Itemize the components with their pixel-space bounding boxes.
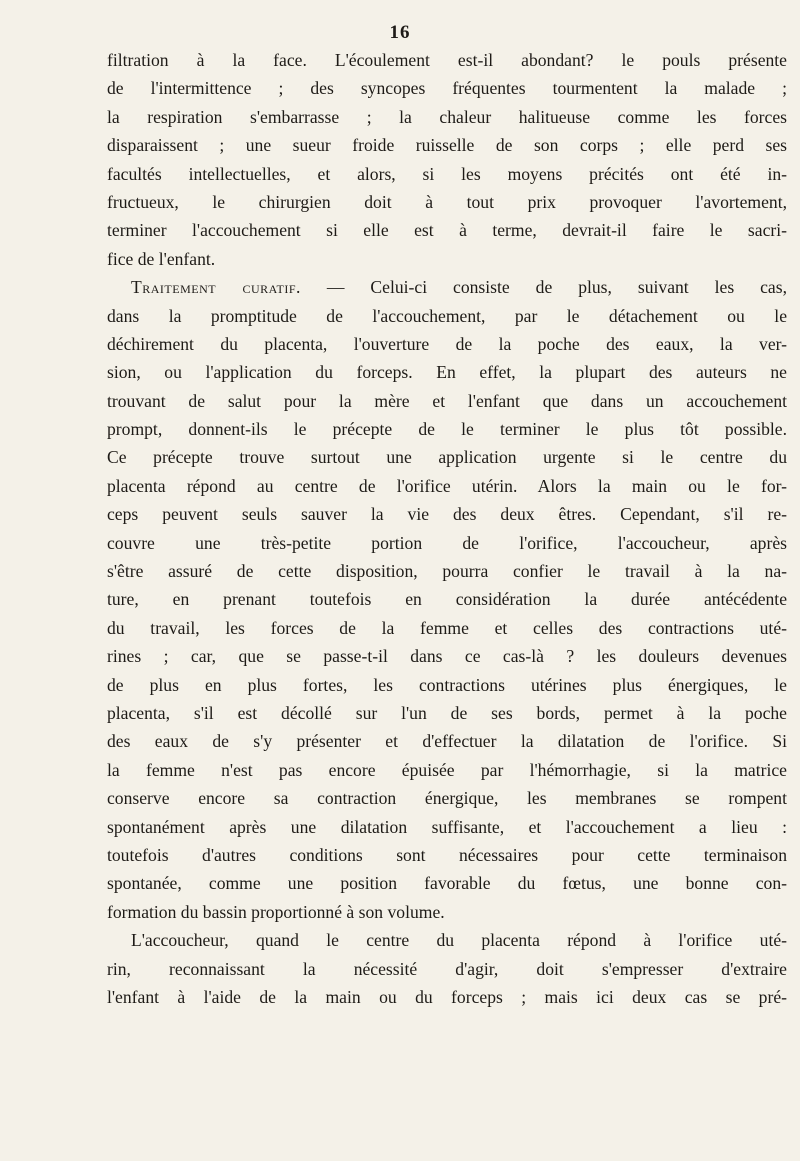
text-line: placenta répond au centre de l'orifice utérin. Alors la main ou le for-: [107, 475, 787, 496]
text-line: placenta, s'il est décollé sur l'un de ses bords, permet à la poche: [107, 702, 787, 723]
text-line: déchirement du placenta, l'ouverture de la poche des eaux, la ver-: [107, 333, 787, 354]
text-line: s'être assuré de cette disposition, pourra confier le travail à la na-: [107, 561, 787, 582]
text-line: conserve encore sa contraction énergique, les membranes se rompent: [107, 788, 787, 809]
text-line: dans la promptitude de l'accouchement, par le détachement ou le: [107, 305, 787, 326]
text-line: terminer l'accouchement si elle est à terme, devrait-il faire le sacri-: [107, 220, 787, 241]
text-line: — Celui-ci consiste de plus, suivant les cas,: [300, 277, 787, 298]
text-line: toutefois d'autres conditions sont nécessaires pour cette terminaison: [107, 844, 787, 865]
text-line: Ce précepte trouve surtout une application urgente si le centre du: [107, 447, 787, 468]
text-line: couvre une très-petite portion de l'orifice, l'accoucheur, après: [107, 532, 787, 553]
text-line: sion, ou l'application du forceps. En effet, la plupart des auteurs ne: [107, 362, 787, 383]
text-line: rines ; car, que se passe-t-il dans ce cas-là ? les douleurs devenues: [107, 646, 787, 667]
text-line: spontanée, comme une position favorable du fœtus, une bonne con-: [107, 873, 787, 894]
text-line: ceps peuvent seuls sauver la vie des deux êtres. Cependant, s'il re-: [107, 504, 787, 525]
section-heading: Traitement curatif.: [131, 277, 301, 298]
text-line: fructueux, le chirurgien doit à tout prix provoquer l'avortement,: [107, 191, 787, 212]
text-line: trouvant de salut pour la mère et l'enfant que dans un accouchement: [107, 390, 787, 411]
text-line: de l'intermittence ; des syncopes fréquentes tourmentent la malade ;: [107, 78, 787, 99]
text-line: L'accoucheur, quand le centre du placenta répond à l'orifice uté-: [131, 930, 787, 951]
text-line: prompt, donnent-ils le précepte de le terminer le plus tôt possible.: [107, 419, 787, 440]
text-line: des eaux de s'y présenter et d'effectuer la dilatation de l'orifice. Si: [107, 731, 787, 752]
text-line: du travail, les forces de la femme et celles des contractions uté-: [107, 617, 787, 638]
page-number: 16: [389, 22, 411, 43]
text-line: disparaissent ; une sueur froide ruisselle de son corps ; elle perd ses: [107, 135, 787, 156]
text-line: l'enfant à l'aide de la main ou du forceps ; mais ici deux cas se pré-: [107, 986, 787, 1007]
text-line: fice de l'enfant.: [107, 248, 216, 269]
body-text: [107, 46, 787, 1011]
text-line: la respiration s'embarrasse ; la chaleur halitueuse comme les forces: [107, 106, 787, 127]
text-line: filtration à la face. L'écoulement est-il abondant? le pouls présente: [107, 50, 787, 70]
text-line: formation du bassin proportionné à son volume.: [107, 901, 445, 922]
text-line: ture, en prenant toutefois en considération la durée antécédente: [107, 589, 787, 610]
text-line: spontanément après une dilatation suffisante, et l'accouchement a lieu :: [107, 816, 787, 837]
text-line: de plus en plus fortes, les contractions utérines plus énergiques, le: [107, 674, 787, 695]
text-line: facultés intellectuelles, et alors, si les moyens précités ont été in-: [107, 163, 787, 184]
text-line: la femme n'est pas encore épuisée par l'hémorrhagie, si la matrice: [107, 759, 787, 780]
text-line: rin, reconnaissant la nécessité d'agir, doit s'empresser d'extraire: [107, 958, 787, 979]
heading-line: [107, 273, 787, 301]
